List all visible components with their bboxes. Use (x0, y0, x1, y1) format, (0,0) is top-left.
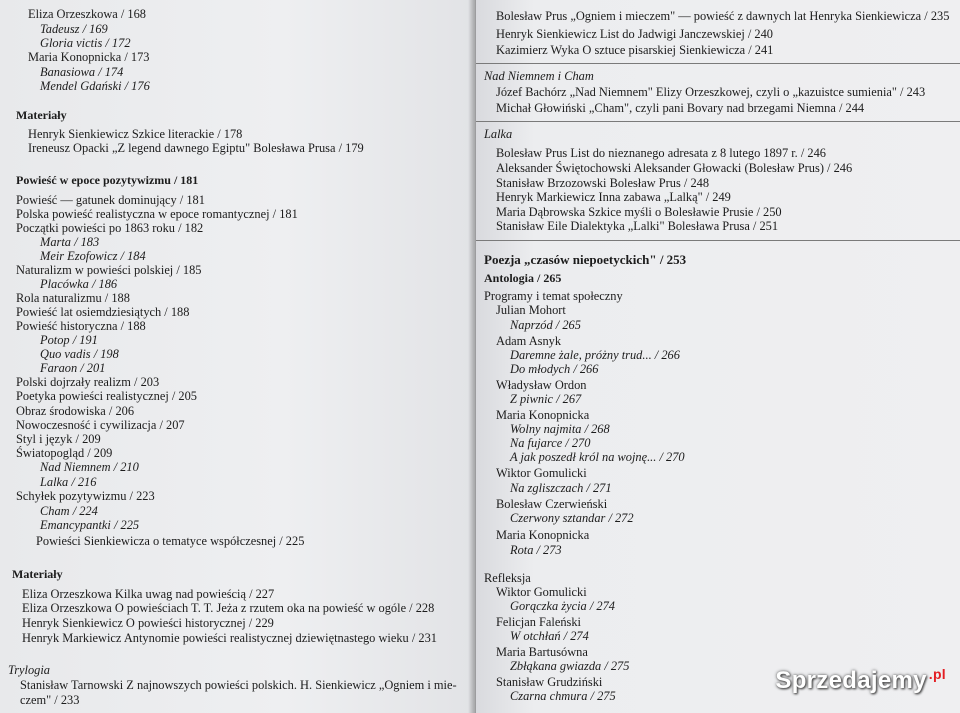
toc-entry: Stanisław Tarnowski Z najnowszych powieści polskich. H. Sienkiewicz „Ogniem i mie- (20, 678, 457, 692)
toc-entry: Na zgliszczach / 271 (510, 481, 612, 495)
section-heading: Lalka (484, 127, 513, 141)
toc-entry: Maria Konopnicka / 173 (28, 50, 150, 64)
toc-entry: Rola naturalizmu / 188 (16, 291, 130, 305)
toc-entry: Styl i język / 209 (16, 432, 101, 446)
toc-entry: Adam Asnyk (496, 334, 562, 348)
section-heading: Nad Niemnem i Cham (484, 69, 594, 83)
toc-entry: Wolny najmita / 268 (510, 422, 610, 436)
toc-entry: Emancypantki / 225 (40, 518, 140, 532)
toc-entry: Eliza Orzeszkowa / 168 (28, 7, 147, 21)
toc-entry: Stanisław Grudziński (496, 675, 603, 689)
toc-entry: Rota / 273 (510, 543, 562, 557)
toc-entry: Meir Ezofowicz / 184 (40, 249, 146, 263)
toc-entry: Światopogląd / 209 (16, 446, 113, 460)
toc-entry: W otchłań / 274 (510, 629, 589, 643)
toc-entry: Henryk Sienkiewicz Szkice literackie / 178 (28, 127, 243, 141)
toc-entry: Eliza Orzeszkowa O powieściach T. T. Jeża z rzutem oka na powieść w ogóle / 228 (22, 601, 435, 615)
toc-entry: Ireneusz Opacki „Z legend dawnego Egiptu" Bolesława Prusa / 179 (28, 141, 364, 155)
toc-entry: Cham / 224 (40, 504, 98, 518)
toc-entry: Naturalizm w powieści polskiej / 185 (16, 263, 202, 277)
toc-entry: Marta / 183 (40, 235, 100, 249)
toc-entry: Początki powieści po 1863 roku / 182 (16, 221, 204, 235)
toc-entry: Bolesław Prus List do nieznanego adresata z 8 lutego 1897 r. / 246 (496, 146, 827, 160)
watermark-text: Sprzedajemy (775, 667, 927, 694)
section-divider (476, 240, 960, 241)
right-page (476, 0, 960, 713)
toc-entry: Powieść — gatunek dominujący / 181 (16, 193, 205, 207)
toc-entry: Banasiowa / 174 (40, 65, 124, 79)
toc-entry: Wiktor Gomulicki (496, 585, 587, 599)
toc-entry: Felicjan Faleński (496, 615, 581, 629)
toc-entry: Stanisław Brzozowski Bolesław Prus / 248 (496, 176, 710, 190)
section-heading: Trylogia (8, 663, 50, 677)
toc-entry: Aleksander Świętochowski Aleksander Głowacki (Bolesław Prus) / 246 (496, 161, 853, 175)
toc-entry: Obraz środowiska / 206 (16, 404, 135, 418)
toc-entry: Powieść historyczna / 188 (16, 319, 146, 333)
toc-entry: Gorączka życia / 274 (510, 599, 615, 613)
toc-entry: Czerwony sztandar / 272 (510, 511, 634, 525)
toc-entry: Mendel Gdański / 176 (40, 79, 150, 93)
toc-entry: Bolesław Czerwieński (496, 497, 608, 511)
toc-entry: Na fujarce / 270 (510, 436, 591, 450)
toc-entry: Henryk Sienkiewicz List do Jadwigi Janczewskiej / 240 (496, 27, 774, 41)
toc-entry: A jak poszedł król na wojnę... / 270 (510, 450, 685, 464)
toc-entry: Julian Mohort (496, 303, 566, 317)
section-heading: Refleksja (484, 571, 531, 585)
toc-entry: Kazimierz Wyka O sztuce pisarskiej Sienkiewicza / 241 (496, 43, 774, 57)
toc-entry: Zbłąkana gwiazda / 275 (510, 659, 630, 673)
toc-entry: Daremne żale, próżny trud... / 266 (510, 348, 680, 362)
chapter-heading: Powieść w epoce pozytywizmu / 181 (16, 173, 199, 187)
section-divider (476, 121, 960, 122)
toc-entry: Potop / 191 (40, 333, 98, 347)
toc-entry: Henryk Markiewicz Antynomie powieści realistycznej dziewiętnastego wieku / 231 (22, 631, 437, 645)
toc-entry: Gloria victis / 172 (40, 36, 131, 50)
section-heading: Antologia / 265 (484, 271, 562, 285)
toc-entry: Schyłek pozytywizmu / 223 (16, 489, 155, 503)
section-heading: Materiały (12, 567, 63, 581)
toc-entry: Czarna chmura / 275 (510, 689, 616, 703)
toc-entry: Nowoczesność i cywilizacja / 207 (16, 418, 185, 432)
toc-entry: Polski dojrzały realizm / 203 (16, 375, 160, 389)
toc-entry: Nad Niemnem / 210 (40, 460, 139, 474)
toc-entry: Bolesław Prus „Ogniem i mieczem" — powieść z dawnych lat Henryka Sienkiewicza / 235 (496, 9, 950, 23)
toc-entry: Faraon / 201 (40, 361, 106, 375)
toc-entry: Tadeusz / 169 (40, 22, 108, 36)
toc-entry: Maria Konopnicka (496, 408, 590, 422)
watermark-suffix: .pl (928, 666, 946, 682)
toc-entry: Maria Dąbrowska Szkice myśli o Bolesławie Prusie / 250 (496, 205, 782, 219)
toc-entry: Lalka / 216 (40, 475, 97, 489)
left-page (0, 0, 474, 713)
toc-entry: Władysław Ordon (496, 378, 587, 392)
toc-entry: Maria Konopnicka (496, 528, 590, 542)
toc-entry: Henryk Markiewicz Inna zabawa „Lalką" / 249 (496, 190, 731, 204)
toc-entry: Placówka / 186 (40, 277, 118, 291)
toc-entry: Quo vadis / 198 (40, 347, 119, 361)
chapter-heading: Poezja „czasów niepoetyckich" / 253 (484, 252, 687, 267)
toc-entry: Do młodych / 266 (510, 362, 599, 376)
section-heading: Materiały (16, 108, 67, 122)
toc-entry: Eliza Orzeszkowa Kilka uwag nad powieścią / 227 (22, 587, 275, 601)
watermark-logo (775, 666, 946, 695)
section-divider (476, 63, 960, 64)
toc-entry: Stanisław Eile Dialektyka „Lalki" Bolesława Prusa / 251 (496, 219, 779, 233)
toc-entry: Naprzód / 265 (510, 318, 581, 332)
toc-entry: Z piwnic / 267 (510, 392, 582, 406)
toc-entry: Maria Bartusówna (496, 645, 588, 659)
toc-entry: czem" / 233 (20, 693, 80, 707)
toc-entry: Michał Głowiński „Cham", czyli pani Bovary nad brzegami Niemna / 244 (496, 101, 865, 115)
toc-entry: Wiktor Gomulicki (496, 466, 587, 480)
toc-entry: Programy i temat społeczny (484, 289, 623, 303)
toc-entry: Józef Bachórz „Nad Niemnem" Elizy Orzeszkowej, czyli o „kazuistce sumienia" / 243 (496, 85, 926, 99)
toc-entry: Powieści Sienkiewicza o tematyce współczesnej / 225 (36, 534, 305, 548)
toc-entry: Polska powieść realistyczna w epoce romantycznej / 181 (16, 207, 298, 221)
toc-entry: Powieść lat osiemdziesiątych / 188 (16, 305, 190, 319)
toc-entry: Poetyka powieści realistycznej / 205 (16, 389, 197, 403)
toc-entry: Henryk Sienkiewicz O powieści historycznej / 229 (22, 616, 274, 630)
